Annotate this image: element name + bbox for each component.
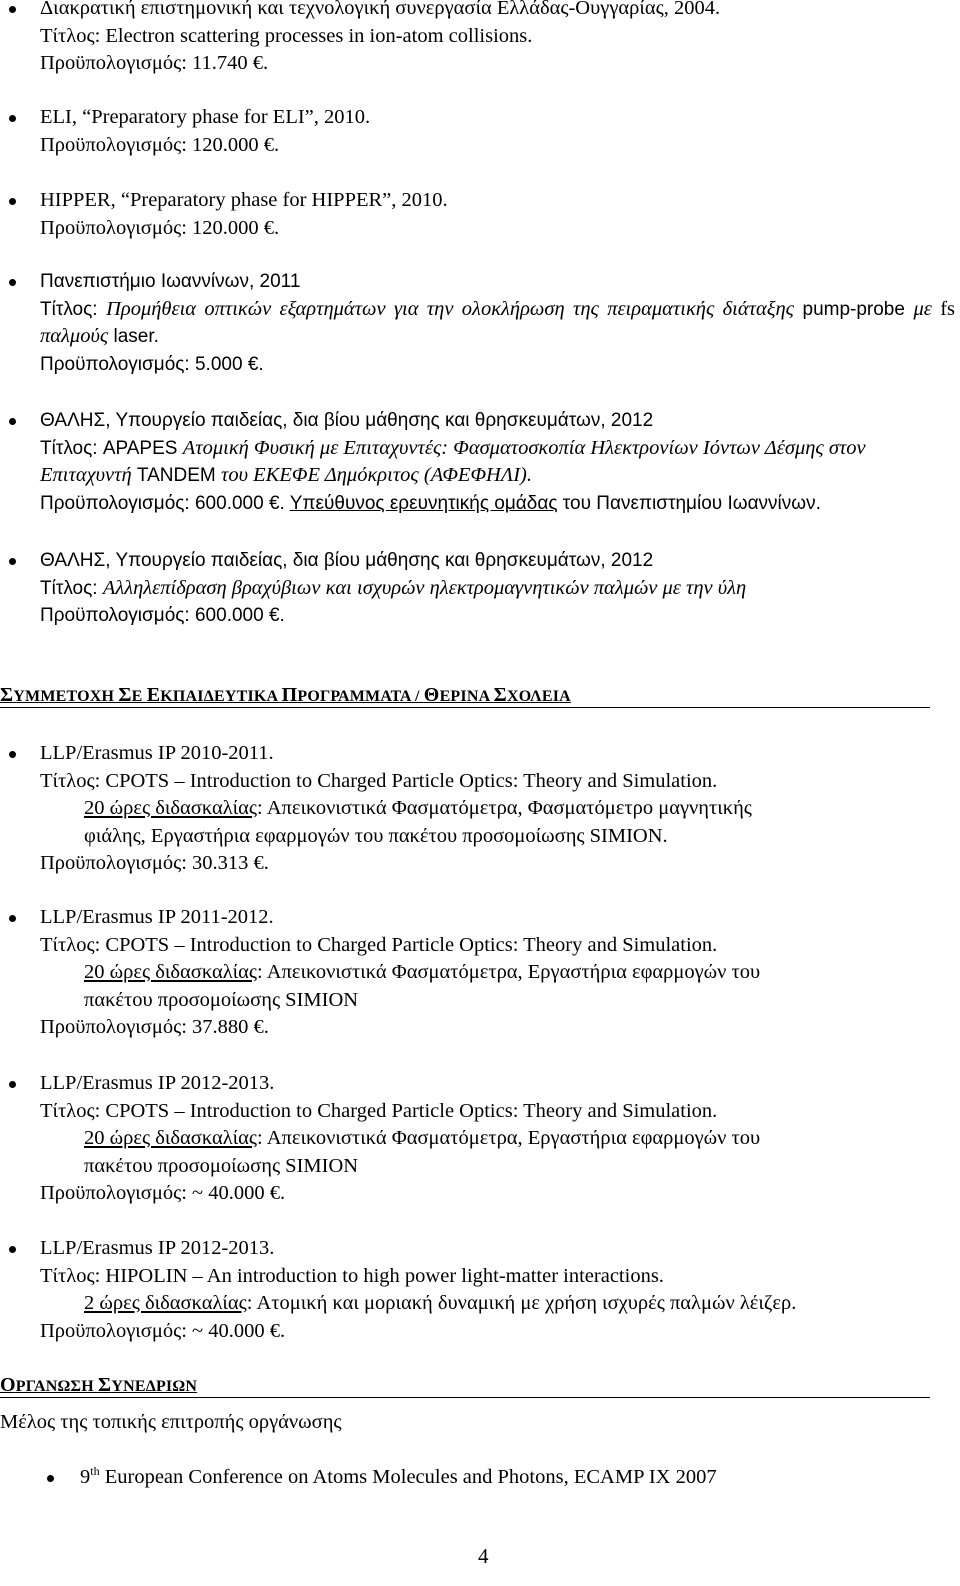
list-item [40,740,955,878]
committee-label: Μέλος της τοπικής επιτροπής οργάνωσης [0,1411,342,1433]
item-title-line: Τίτλος: HIPOLIN – An introduction to high power light-matter interactions. [40,1264,664,1287]
item-hours-line: πακέτου προσομοίωσης SIMION [84,988,359,1011]
list-item [80,1464,940,1492]
bullet-icon [9,1246,16,1253]
item-hours-line: πακέτου προσομοίωσης SIMION [84,1154,359,1177]
bullet-icon [9,751,16,758]
list-item [40,104,955,159]
item-hours: 20 ώρες διδασκαλίας: Απεικονιστικά Φασματόμετρα, Εργαστήρια εφαρμογών του [84,1127,761,1149]
item-title-line: Τίτλος: Προμήθεια οπτικών εξαρτημάτων για την ολοκλήρωση της πειραματικής διάταξης pump-probe με fs παλμούς laser. [40,297,956,347]
item-hours-line: φιάλης, Εργαστήρια εφαρμογών του πακέτου προσομοίωσης SIMION. [84,824,668,847]
bullet-icon [9,1081,16,1088]
item-budget: Προϋπολογισμός: 37.880 €. [40,1016,269,1038]
item-budget: Προϋπολογισμός: ~ 40.000 €. [40,1182,286,1204]
bullet-icon [9,6,16,13]
list-item [40,187,955,242]
item-budget: Προϋπολογισμός: 120.000 €. [40,133,280,156]
item-title: LLP/Erasmus IP 2012-2013. [40,1237,275,1259]
item-title: LLP/Erasmus IP 2012-2013. [40,1072,275,1094]
section-heading-conferences: ΟΡΓΑΝΩΣΗ ΣΥΝΕΔΡΙΩΝ [0,1373,930,1398]
list-item [40,1070,955,1208]
item-title: Διακρατική επιστημονική και τεχνολογική συνεργασία Ελλάδας-Ουγγαρίας, 2004. [40,0,721,19]
bullet-icon [9,418,16,425]
item-title-line: Τίτλος: Electron scattering processes in ion-atom collisions. [40,24,533,47]
bullet-icon [47,1475,54,1482]
item-budget: Προϋπολογισμός: 120.000 €. [40,216,280,239]
list-item [40,407,955,517]
item-title: ΘΑΛΗΣ, Υπουργείο παιδείας, δια βίου μάθησης και θρησκευμάτων, 2012 [40,550,654,571]
item-budget: Προϋπολογισμός: ~ 40.000 €. [40,1319,286,1342]
item-title-line: Τίτλος: CPOTS – Introduction to Charged Particle Optics: Theory and Simulation. [40,769,718,792]
item-budget: Προϋπολογισμός: 600.000 €. [40,605,285,626]
conference-entry: 9th European Conference on Atoms Molecules and Photons, ECAMP IX 2007 [80,1464,717,1488]
item-hours: 20 ώρες διδασκαλίας: Απεικονιστικά Φασματόμετρα, Εργαστήρια εφαρμογών του [84,961,761,983]
list-item [40,904,955,1042]
item-title-line: Τίτλος: CPOTS – Introduction to Charged Particle Optics: Theory and Simulation. [40,933,718,956]
list-item [40,0,955,78]
item-budget: Προϋπολογισμός: 30.313 €. [40,852,269,874]
item-budget: Προϋπολογισμός: 600.000 €. Υπεύθυνος ερευνητικής ομάδας του Πανεπιστημίου Ιωαννίνων. [40,492,821,514]
item-budget: Προϋπολογισμός: 5.000 €. [40,353,264,375]
item-title: LLP/Erasmus IP 2010-2011. [40,742,274,764]
item-hours: 2 ώρες διδασκαλίας: Ατομική και μοριακή δυναμική με χρήση ισχυρές παλμών λέιζερ. [84,1292,797,1314]
bullet-icon [9,279,16,286]
list-item [40,1235,955,1345]
bullet-icon [9,115,16,122]
section-heading-participation: ΣΥΜΜΕΤΟΧΗ ΣΕ ΕΚΠΑΙΔΕΥΤΙΚΑ ΠΡΟΓΡΑΜΜΑΤΑ / ΘΕΡΙΝΑ ΣΧΟΛΕΙΑ [0,683,930,708]
item-title-line: Τίτλος: Αλληλεπίδραση βραχύβιων και ισχυρών ηλεκτρομαγνητικών παλμών με την ύλη [40,576,747,599]
bullet-icon [9,915,16,922]
item-title: ΘΑΛΗΣ, Υπουργείο παιδείας, δια βίου μάθησης και θρησκευμάτων, 2012 [40,410,654,431]
item-title-line: Τίτλος: CPOTS – Introduction to Charged Particle Optics: Theory and Simulation. [40,1099,718,1122]
item-title: Πανεπιστήμιο Ιωαννίνων, 2011 [40,271,301,292]
item-hours: 20 ώρες διδασκαλίας: Απεικονιστικά Φασματόμετρα, Φασματόμετρο μαγνητικής [84,797,752,819]
page-number: 4 [478,1544,489,1568]
item-title: HIPPER, “Preparatory phase for HIPPER”, 2010. [40,189,448,211]
list-item [40,268,955,378]
bullet-icon [9,558,16,565]
item-budget: Προϋπολογισμός: 11.740 €. [40,52,269,74]
item-title-line: Τίτλος: APAPES Ατομική Φυσική με Επιταχυντές: Φασματοσκοπία Ηλεκτρονίων Ιόντων Δέσμης στον Επιταχυντή TANDEM του ΕΚΕΦΕ Δημόκριτος (ΑΦΕΦΗΛΙ). [40,436,866,486]
item-title: ELI, “Preparatory phase for ELI”, 2010. [40,106,371,128]
bullet-icon [9,198,16,205]
list-item [40,547,955,630]
item-title: LLP/Erasmus IP 2011-2012. [40,906,274,928]
